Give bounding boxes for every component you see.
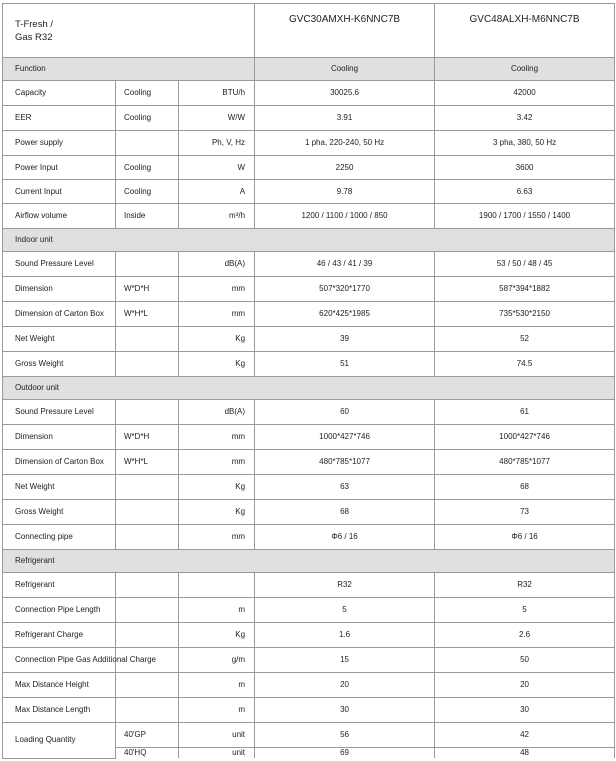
row-condition: 40'HQ [116,748,179,759]
row-value-1: 20 [255,673,435,698]
table-row [3,277,615,302]
title-line-2: Gas R32 [15,31,53,43]
row-unit: BTU/h [179,81,255,106]
row-condition: Cooling [116,106,179,131]
table-row [3,698,615,723]
section-label: Outdoor unit [3,377,615,400]
row-value-2: 20 [435,673,615,698]
table-row [3,131,615,156]
row-value-2: 480*785*1077 [435,450,615,475]
table-row [3,327,615,352]
row-value-1: 1.6 [255,623,435,648]
row-value-1: 69 [255,748,435,759]
table-row [3,673,615,698]
table-row [3,648,615,673]
row-label: Dimension of Carton Box [3,450,116,475]
table-row [3,204,615,229]
row-unit: mm [179,302,255,327]
row-label: Max Distance Length [3,698,116,723]
row-value-1: 63 [255,475,435,500]
row-unit: Kg [179,327,255,352]
row-unit: mm [179,525,255,550]
table-row [3,425,615,450]
row-unit: mm [179,277,255,302]
row-unit: m [179,598,255,623]
row-value-1: 1200 / 1100 / 1000 / 850 [255,204,435,229]
row-unit: m [179,698,255,723]
row-value-2: 61 [435,400,615,425]
table-row [3,302,615,327]
row-label: Current Input [3,180,116,204]
row-label: Dimension [3,277,116,302]
table-row [3,500,615,525]
row-condition [116,573,179,598]
table-row [3,525,615,550]
row-value-2: 73 [435,500,615,525]
row-label: EER [3,106,116,131]
row-unit: dB(A) [179,400,255,425]
row-value-1: 30025.6 [255,81,435,106]
table-row [3,156,615,180]
row-label: Refrigerant Charge [3,623,116,648]
row-value-2: 3.42 [435,106,615,131]
row-value-2: 3600 [435,156,615,180]
section-label: Function [3,58,255,81]
function-value-1: Cooling [255,58,435,81]
row-unit: g/m [179,648,255,673]
row-condition [116,525,179,550]
row-label: Sound Pressure Level [3,400,116,425]
table-row [3,598,615,623]
row-label: Net Weight [3,475,116,500]
row-value-2: 735*530*2150 [435,302,615,327]
row-label: Gross Weight [3,352,116,377]
header-row [3,4,615,58]
row-label: Max Distance Height [3,673,116,698]
row-value-1: 1000*427*746 [255,425,435,450]
section-refrigerant [3,550,615,573]
row-label: Sound Pressure Level [3,252,116,277]
title-line-1: T-Fresh / [15,18,54,30]
row-value-2: 52 [435,327,615,352]
row-condition [116,500,179,525]
row-label: Power Input [3,156,116,180]
row-value-2: 30 [435,698,615,723]
row-value-2: 3 pha, 380, 50 Hz [435,131,615,156]
row-value-1: 480*785*1077 [255,450,435,475]
row-label: Loading Quantity [3,723,116,759]
row-value-1: 56 [255,723,435,748]
row-label: Capacity [3,81,116,106]
row-value-1: 46 / 43 / 41 / 39 [255,252,435,277]
row-label: Connection Pipe Gas Additional Charge [3,648,116,673]
row-value-2: Φ6 / 16 [435,525,615,550]
row-label: Connecting pipe [3,525,116,550]
row-unit: Kg [179,623,255,648]
row-label: Dimension [3,425,116,450]
row-condition: Cooling [116,180,179,204]
table-row [3,623,615,648]
row-condition [116,623,179,648]
table-row [3,475,615,500]
row-condition [116,598,179,623]
row-condition: W*D*H [116,277,179,302]
row-condition: 40'GP [116,723,179,748]
row-condition: Cooling [116,156,179,180]
row-condition: W*H*L [116,302,179,327]
table-row [3,450,615,475]
row-value-1: 15 [255,648,435,673]
row-value-2: 68 [435,475,615,500]
spec-table [2,3,615,759]
row-condition [116,400,179,425]
row-value-2: 42000 [435,81,615,106]
table-row [3,180,615,204]
table-title [3,4,255,58]
row-value-1: 30 [255,698,435,723]
table-row [3,400,615,425]
row-unit [179,573,255,598]
row-value-2: 6.63 [435,180,615,204]
row-condition [116,327,179,352]
table-row [3,81,615,106]
row-label: Power supply [3,131,116,156]
section-label: Indoor unit [3,229,615,252]
row-value-1: R32 [255,573,435,598]
row-unit: unit [179,723,255,748]
table-row [3,573,615,598]
row-value-2: R32 [435,573,615,598]
section-indoor-unit [3,229,615,252]
row-condition [116,475,179,500]
row-value-2: 587*394*1882 [435,277,615,302]
row-value-2: 42 [435,723,615,748]
row-label: Dimension of Carton Box [3,302,116,327]
row-unit: A [179,180,255,204]
row-value-2: 48 [435,748,615,759]
row-condition: Cooling [116,81,179,106]
row-unit: Ph, V, Hz [179,131,255,156]
row-unit: W/W [179,106,255,131]
row-unit: m [179,673,255,698]
row-condition [116,352,179,377]
row-condition [116,131,179,156]
section-label: Refrigerant [3,550,615,573]
row-label: Refrigerant [3,573,116,598]
row-condition: Inside [116,204,179,229]
row-value-1: 1 pha, 220-240, 50 Hz [255,131,435,156]
row-value-2: 50 [435,648,615,673]
row-condition [116,252,179,277]
section-outdoor-unit [3,377,615,400]
row-value-1: 51 [255,352,435,377]
row-value-1: 39 [255,327,435,352]
row-label: Gross Weight [3,500,116,525]
row-value-1: 507*320*1770 [255,277,435,302]
row-unit: mm [179,425,255,450]
row-value-1: 2250 [255,156,435,180]
row-value-2: 1000*427*746 [435,425,615,450]
row-unit: Kg [179,352,255,377]
row-condition: W*D*H [116,425,179,450]
row-label: Airflow volume [3,204,116,229]
row-condition: W*H*L [116,450,179,475]
model-2-name: GVC48ALXH-M6NNC7B [435,4,615,58]
row-value-2: 1900 / 1700 / 1550 / 1400 [435,204,615,229]
row-unit: Kg [179,500,255,525]
table-row [3,352,615,377]
row-value-1: 68 [255,500,435,525]
row-value-1: Φ6 / 16 [255,525,435,550]
row-value-1: 3.91 [255,106,435,131]
row-unit: m³/h [179,204,255,229]
row-value-2: 53 / 50 / 48 / 45 [435,252,615,277]
row-value-1: 60 [255,400,435,425]
row-value-2: 2.6 [435,623,615,648]
row-condition [116,698,179,723]
row-value-1: 620*425*1985 [255,302,435,327]
table-row [3,252,615,277]
model-1-name: GVC30AMXH-K6NNC7B [255,4,435,58]
row-value-2: 74.5 [435,352,615,377]
row-unit: W [179,156,255,180]
row-value-1: 5 [255,598,435,623]
table-row [3,106,615,131]
row-unit: dB(A) [179,252,255,277]
row-unit: mm [179,450,255,475]
section-function [3,58,615,81]
row-label: Net Weight [3,327,116,352]
row-value-2: 5 [435,598,615,623]
table-row [3,723,615,748]
row-unit: unit [179,748,255,759]
row-value-1: 9.78 [255,180,435,204]
function-value-2: Cooling [435,58,615,81]
row-condition [116,673,179,698]
row-unit: Kg [179,475,255,500]
row-label: Connection Pipe Length [3,598,116,623]
